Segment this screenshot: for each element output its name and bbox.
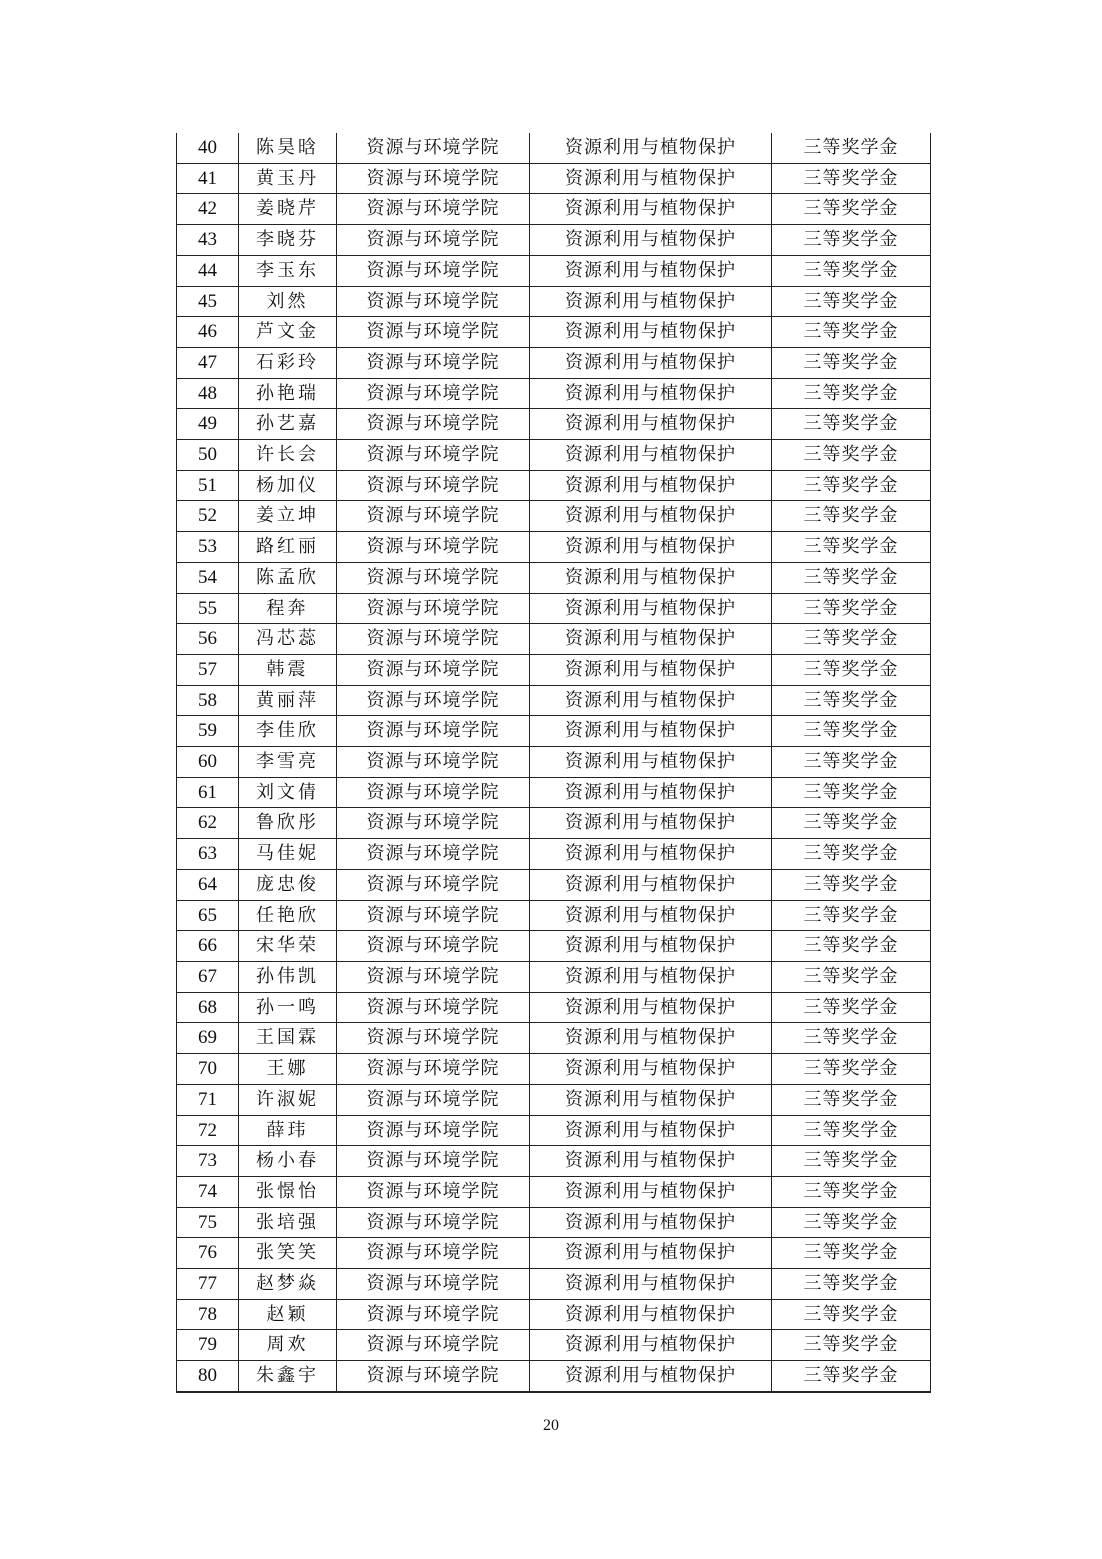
row-number-cell: 70 (177, 1054, 239, 1085)
row-number-cell: 46 (177, 317, 239, 348)
college-cell: 资源与环境学院 (337, 624, 530, 655)
table-row (177, 1299, 931, 1330)
major-cell: 资源利用与植物保护 (530, 808, 772, 839)
table-row (177, 961, 931, 992)
college-cell: 资源与环境学院 (337, 747, 530, 778)
major-cell: 资源利用与植物保护 (530, 317, 772, 348)
row-number-cell: 57 (177, 654, 239, 685)
college-cell: 资源与环境学院 (337, 286, 530, 317)
major-cell: 资源利用与植物保护 (530, 255, 772, 286)
award-cell: 三等奖学金 (772, 1269, 931, 1300)
table-row (177, 470, 931, 501)
award-cell: 三等奖学金 (772, 747, 931, 778)
award-cell: 三等奖学金 (772, 194, 931, 225)
award-cell: 三等奖学金 (772, 133, 931, 163)
table-row (177, 225, 931, 256)
table-row (177, 900, 931, 931)
student-name-cell: 李玉东 (239, 255, 337, 286)
college-cell: 资源与环境学院 (337, 1146, 530, 1177)
major-cell: 资源利用与植物保护 (530, 1084, 772, 1115)
row-number-cell: 71 (177, 1084, 239, 1115)
award-cell: 三等奖学金 (772, 716, 931, 747)
student-name-cell: 芦文金 (239, 317, 337, 348)
student-name-cell: 杨加仪 (239, 470, 337, 501)
award-cell: 三等奖学金 (772, 225, 931, 256)
award-cell: 三等奖学金 (772, 163, 931, 194)
table-row (177, 163, 931, 194)
table-row (177, 1269, 931, 1300)
award-cell: 三等奖学金 (772, 900, 931, 931)
award-cell: 三等奖学金 (772, 1238, 931, 1269)
major-cell: 资源利用与植物保护 (530, 869, 772, 900)
major-cell: 资源利用与植物保护 (530, 194, 772, 225)
award-cell: 三等奖学金 (772, 961, 931, 992)
row-number-cell: 62 (177, 808, 239, 839)
row-number-cell: 75 (177, 1207, 239, 1238)
student-name-cell: 庞忠俊 (239, 869, 337, 900)
row-number-cell: 56 (177, 624, 239, 655)
row-number-cell: 65 (177, 900, 239, 931)
college-cell: 资源与环境学院 (337, 378, 530, 409)
table-row (177, 194, 931, 225)
major-cell: 资源利用与植物保护 (530, 716, 772, 747)
award-cell: 三等奖学金 (772, 1023, 931, 1054)
college-cell: 资源与环境学院 (337, 347, 530, 378)
student-name-cell: 周欢 (239, 1330, 337, 1361)
student-name-cell: 任艳欣 (239, 900, 337, 931)
award-cell: 三等奖学金 (772, 1361, 931, 1392)
award-cell: 三等奖学金 (772, 562, 931, 593)
row-number-cell: 79 (177, 1330, 239, 1361)
award-cell: 三等奖学金 (772, 1176, 931, 1207)
student-name-cell: 赵梦焱 (239, 1269, 337, 1300)
table-row (177, 869, 931, 900)
college-cell: 资源与环境学院 (337, 961, 530, 992)
award-cell: 三等奖学金 (772, 286, 931, 317)
student-name-cell: 韩震 (239, 654, 337, 685)
row-number-cell: 41 (177, 163, 239, 194)
student-name-cell: 薛玮 (239, 1115, 337, 1146)
major-cell: 资源利用与植物保护 (530, 685, 772, 716)
table-row (177, 440, 931, 471)
major-cell: 资源利用与植物保护 (530, 1361, 772, 1392)
table-row (177, 931, 931, 962)
college-cell: 资源与环境学院 (337, 900, 530, 931)
student-name-cell: 黄玉丹 (239, 163, 337, 194)
row-number-cell: 72 (177, 1115, 239, 1146)
award-cell: 三等奖学金 (772, 624, 931, 655)
major-cell: 资源利用与植物保护 (530, 1023, 772, 1054)
college-cell: 资源与环境学院 (337, 532, 530, 563)
award-cell: 三等奖学金 (772, 931, 931, 962)
college-cell: 资源与环境学院 (337, 1176, 530, 1207)
college-cell: 资源与环境学院 (337, 593, 530, 624)
table-row (177, 1176, 931, 1207)
student-name-cell: 马佳妮 (239, 839, 337, 870)
row-number-cell: 58 (177, 685, 239, 716)
student-name-cell: 姜立坤 (239, 501, 337, 532)
award-cell: 三等奖学金 (772, 470, 931, 501)
table-row (177, 1054, 931, 1085)
row-number-cell: 45 (177, 286, 239, 317)
college-cell: 资源与环境学院 (337, 194, 530, 225)
student-name-cell: 孙艳瑞 (239, 378, 337, 409)
row-number-cell: 77 (177, 1269, 239, 1300)
student-name-cell: 石彩玲 (239, 347, 337, 378)
student-name-cell: 姜晓芹 (239, 194, 337, 225)
college-cell: 资源与环境学院 (337, 931, 530, 962)
row-number-cell: 73 (177, 1146, 239, 1177)
major-cell: 资源利用与植物保护 (530, 378, 772, 409)
student-name-cell: 王国霖 (239, 1023, 337, 1054)
college-cell: 资源与环境学院 (337, 562, 530, 593)
college-cell: 资源与环境学院 (337, 1084, 530, 1115)
table-row (177, 133, 931, 163)
table-row (177, 685, 931, 716)
table-row (177, 1084, 931, 1115)
table-row (177, 654, 931, 685)
college-cell: 资源与环境学院 (337, 992, 530, 1023)
table-row (177, 347, 931, 378)
major-cell: 资源利用与植物保护 (530, 501, 772, 532)
row-number-cell: 44 (177, 255, 239, 286)
award-cell: 三等奖学金 (772, 869, 931, 900)
award-cell: 三等奖学金 (772, 777, 931, 808)
row-number-cell: 42 (177, 194, 239, 225)
scholarship-table (176, 133, 931, 1393)
row-number-cell: 63 (177, 839, 239, 870)
college-cell: 资源与环境学院 (337, 1054, 530, 1085)
table-row (177, 255, 931, 286)
row-number-cell: 78 (177, 1299, 239, 1330)
major-cell: 资源利用与植物保护 (530, 1054, 772, 1085)
college-cell: 资源与环境学院 (337, 1361, 530, 1392)
college-cell: 资源与环境学院 (337, 409, 530, 440)
major-cell: 资源利用与植物保护 (530, 931, 772, 962)
college-cell: 资源与环境学院 (337, 501, 530, 532)
row-number-cell: 43 (177, 225, 239, 256)
major-cell: 资源利用与植物保护 (530, 1330, 772, 1361)
page-number: 20 (543, 1417, 559, 1434)
student-name-cell: 王娜 (239, 1054, 337, 1085)
award-cell: 三等奖学金 (772, 317, 931, 348)
major-cell: 资源利用与植物保护 (530, 1299, 772, 1330)
college-cell: 资源与环境学院 (337, 440, 530, 471)
student-name-cell: 陈孟欣 (239, 562, 337, 593)
student-name-cell: 路红丽 (239, 532, 337, 563)
award-cell: 三等奖学金 (772, 1299, 931, 1330)
row-number-cell: 67 (177, 961, 239, 992)
table-row (177, 1361, 931, 1392)
table-row (177, 777, 931, 808)
college-cell: 资源与环境学院 (337, 317, 530, 348)
table-row (177, 839, 931, 870)
table-row (177, 747, 931, 778)
table-row (177, 501, 931, 532)
award-cell: 三等奖学金 (772, 378, 931, 409)
table-row (177, 317, 931, 348)
student-name-cell: 李佳欣 (239, 716, 337, 747)
row-number-cell: 50 (177, 440, 239, 471)
row-number-cell: 61 (177, 777, 239, 808)
row-number-cell: 48 (177, 378, 239, 409)
major-cell: 资源利用与植物保护 (530, 624, 772, 655)
student-name-cell: 赵颖 (239, 1299, 337, 1330)
major-cell: 资源利用与植物保护 (530, 347, 772, 378)
college-cell: 资源与环境学院 (337, 1207, 530, 1238)
student-name-cell: 孙一鸣 (239, 992, 337, 1023)
award-cell: 三等奖学金 (772, 409, 931, 440)
college-cell: 资源与环境学院 (337, 654, 530, 685)
student-name-cell: 张培强 (239, 1207, 337, 1238)
major-cell: 资源利用与植物保护 (530, 470, 772, 501)
row-number-cell: 52 (177, 501, 239, 532)
row-number-cell: 47 (177, 347, 239, 378)
major-cell: 资源利用与植物保护 (530, 1269, 772, 1300)
college-cell: 资源与环境学院 (337, 225, 530, 256)
major-cell: 资源利用与植物保护 (530, 1207, 772, 1238)
student-name-cell: 鲁欣彤 (239, 808, 337, 839)
college-cell: 资源与环境学院 (337, 255, 530, 286)
college-cell: 资源与环境学院 (337, 1115, 530, 1146)
award-cell: 三等奖学金 (772, 685, 931, 716)
award-cell: 三等奖学金 (772, 347, 931, 378)
college-cell: 资源与环境学院 (337, 1023, 530, 1054)
college-cell: 资源与环境学院 (337, 470, 530, 501)
student-name-cell: 孙艺嘉 (239, 409, 337, 440)
student-name-cell: 许长会 (239, 440, 337, 471)
award-cell: 三等奖学金 (772, 1054, 931, 1085)
student-name-cell: 李晓芬 (239, 225, 337, 256)
student-name-cell: 孙伟凯 (239, 961, 337, 992)
major-cell: 资源利用与植物保护 (530, 961, 772, 992)
scholarship-table-body (177, 133, 931, 1392)
row-number-cell: 49 (177, 409, 239, 440)
table-row (177, 808, 931, 839)
major-cell: 资源利用与植物保护 (530, 1146, 772, 1177)
row-number-cell: 55 (177, 593, 239, 624)
college-cell: 资源与环境学院 (337, 163, 530, 194)
table-row (177, 593, 931, 624)
award-cell: 三等奖学金 (772, 1330, 931, 1361)
major-cell: 资源利用与植物保护 (530, 1115, 772, 1146)
college-cell: 资源与环境学院 (337, 1238, 530, 1269)
major-cell: 资源利用与植物保护 (530, 225, 772, 256)
student-name-cell: 张笑笑 (239, 1238, 337, 1269)
college-cell: 资源与环境学院 (337, 1330, 530, 1361)
row-number-cell: 51 (177, 470, 239, 501)
college-cell: 资源与环境学院 (337, 869, 530, 900)
college-cell: 资源与环境学院 (337, 777, 530, 808)
award-cell: 三等奖学金 (772, 1146, 931, 1177)
table-row (177, 378, 931, 409)
student-name-cell: 宋华荣 (239, 931, 337, 962)
award-cell: 三等奖学金 (772, 839, 931, 870)
college-cell: 资源与环境学院 (337, 1299, 530, 1330)
student-name-cell: 朱鑫宇 (239, 1361, 337, 1392)
award-cell: 三等奖学金 (772, 255, 931, 286)
award-cell: 三等奖学金 (772, 654, 931, 685)
table-row (177, 1207, 931, 1238)
row-number-cell: 64 (177, 869, 239, 900)
major-cell: 资源利用与植物保护 (530, 593, 772, 624)
award-cell: 三等奖学金 (772, 532, 931, 563)
row-number-cell: 76 (177, 1238, 239, 1269)
row-number-cell: 54 (177, 562, 239, 593)
major-cell: 资源利用与植物保护 (530, 839, 772, 870)
table-row (177, 992, 931, 1023)
major-cell: 资源利用与植物保护 (530, 286, 772, 317)
college-cell: 资源与环境学院 (337, 133, 530, 163)
college-cell: 资源与环境学院 (337, 1269, 530, 1300)
award-cell: 三等奖学金 (772, 1084, 931, 1115)
award-cell: 三等奖学金 (772, 1115, 931, 1146)
student-name-cell: 程奔 (239, 593, 337, 624)
table-row (177, 1238, 931, 1269)
student-name-cell: 陈昊晗 (239, 133, 337, 163)
table-row (177, 624, 931, 655)
major-cell: 资源利用与植物保护 (530, 163, 772, 194)
student-name-cell: 杨小春 (239, 1146, 337, 1177)
major-cell: 资源利用与植物保护 (530, 1238, 772, 1269)
college-cell: 资源与环境学院 (337, 839, 530, 870)
row-number-cell: 74 (177, 1176, 239, 1207)
major-cell: 资源利用与植物保护 (530, 440, 772, 471)
major-cell: 资源利用与植物保护 (530, 747, 772, 778)
major-cell: 资源利用与植物保护 (530, 777, 772, 808)
college-cell: 资源与环境学院 (337, 685, 530, 716)
college-cell: 资源与环境学院 (337, 808, 530, 839)
college-cell: 资源与环境学院 (337, 716, 530, 747)
award-cell: 三等奖学金 (772, 593, 931, 624)
student-name-cell: 刘然 (239, 286, 337, 317)
student-name-cell: 许淑妮 (239, 1084, 337, 1115)
student-name-cell: 冯芯蕊 (239, 624, 337, 655)
table-row (177, 1146, 931, 1177)
award-cell: 三等奖学金 (772, 501, 931, 532)
major-cell: 资源利用与植物保护 (530, 532, 772, 563)
student-name-cell: 黄丽萍 (239, 685, 337, 716)
student-name-cell: 张憬怡 (239, 1176, 337, 1207)
row-number-cell: 66 (177, 931, 239, 962)
table-row (177, 1330, 931, 1361)
student-name-cell: 李雪亮 (239, 747, 337, 778)
major-cell: 资源利用与植物保护 (530, 1176, 772, 1207)
table-row (177, 1115, 931, 1146)
table-row (177, 562, 931, 593)
major-cell: 资源利用与植物保护 (530, 133, 772, 163)
row-number-cell: 69 (177, 1023, 239, 1054)
row-number-cell: 59 (177, 716, 239, 747)
major-cell: 资源利用与植物保护 (530, 900, 772, 931)
row-number-cell: 60 (177, 747, 239, 778)
major-cell: 资源利用与植物保护 (530, 992, 772, 1023)
row-number-cell: 68 (177, 992, 239, 1023)
table-row (177, 286, 931, 317)
student-name-cell: 刘文倩 (239, 777, 337, 808)
table-row (177, 532, 931, 563)
major-cell: 资源利用与植物保护 (530, 409, 772, 440)
row-number-cell: 53 (177, 532, 239, 563)
row-number-cell: 80 (177, 1361, 239, 1392)
award-cell: 三等奖学金 (772, 440, 931, 471)
table-row (177, 409, 931, 440)
award-cell: 三等奖学金 (772, 1207, 931, 1238)
table-row (177, 716, 931, 747)
major-cell: 资源利用与植物保护 (530, 562, 772, 593)
award-cell: 三等奖学金 (772, 808, 931, 839)
award-cell: 三等奖学金 (772, 992, 931, 1023)
row-number-cell: 40 (177, 133, 239, 163)
major-cell: 资源利用与植物保护 (530, 654, 772, 685)
table-row (177, 1023, 931, 1054)
